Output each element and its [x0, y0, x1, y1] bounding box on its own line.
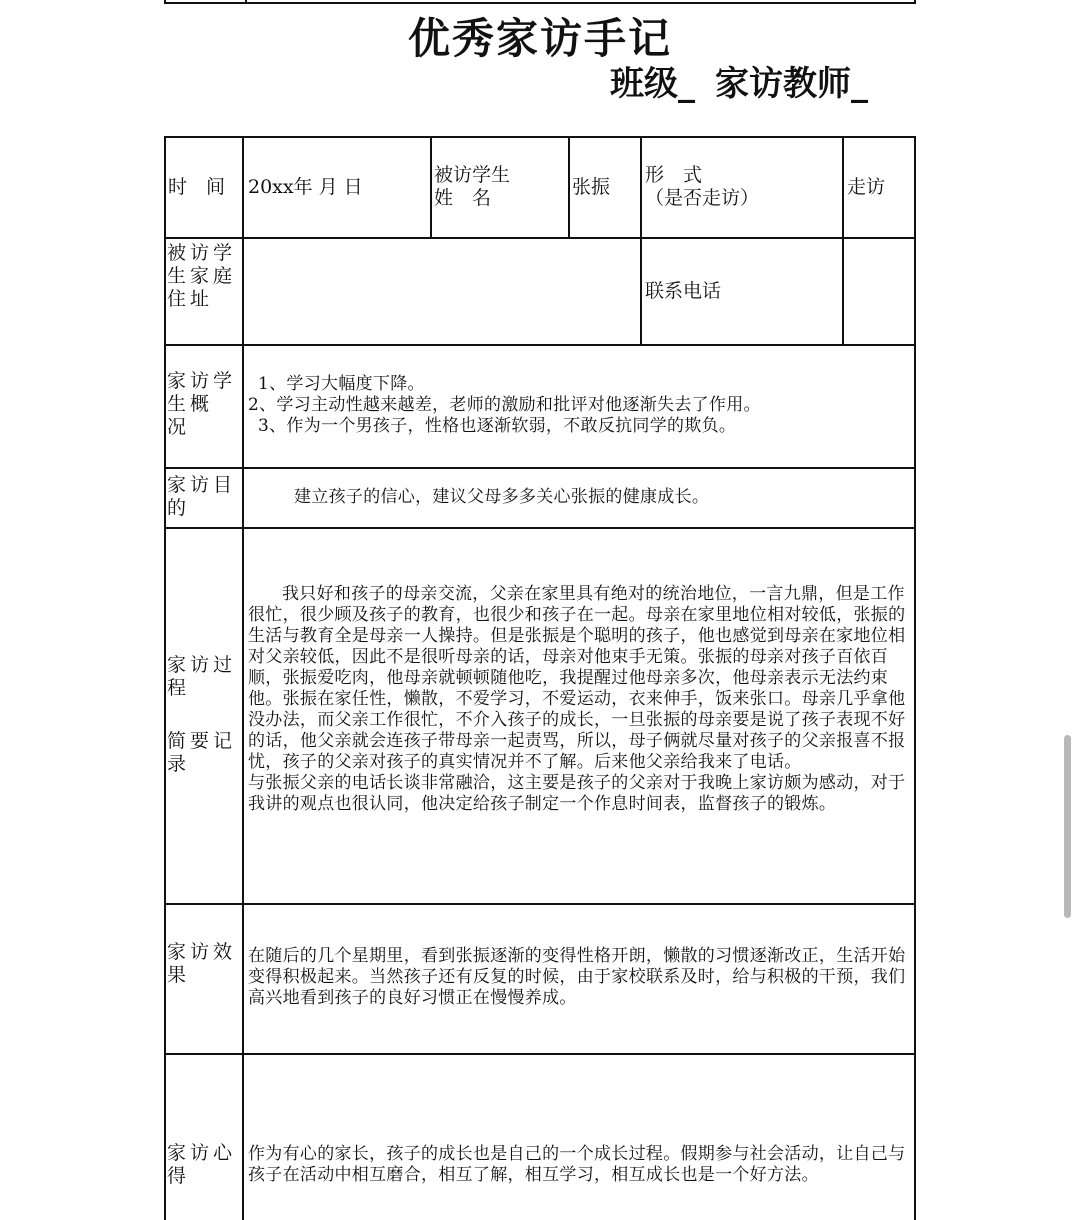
- divider-row1-b: [568, 136, 570, 238]
- student-name-label: 被访学生 姓 名: [434, 164, 511, 209]
- list-item: 1、学习大幅度下降。: [258, 374, 425, 394]
- row-divider: [164, 1053, 916, 1055]
- divider-row1-2-d: [842, 136, 844, 345]
- overview-label: 家访学生概 况: [167, 370, 237, 438]
- table-border-top: [164, 136, 916, 138]
- row-divider: [164, 527, 916, 529]
- page-title: 优秀家访手记: [407, 14, 672, 63]
- divider-row1-a: [430, 136, 432, 238]
- class-label: 班级_: [610, 64, 695, 104]
- subtitle: [610, 56, 888, 105]
- visit-form-value: 走访: [847, 176, 886, 198]
- list-item: 3、作为一个男孩子，性格也逐渐软弱，不敢反抗同学的欺负。: [258, 416, 737, 436]
- reflection-label: 家访心得: [167, 1142, 237, 1187]
- phone-label: 联系电话: [645, 280, 722, 302]
- effect-text: 在随后的几个星期里，看到张振逐渐的变得性格开朗，懒散的习惯逐渐改正，生活开始变得积极起来。当然孩子还有反复的时候，由于家校联系及时，给与积极的干预，我们高兴地看到孩子的良好习惯正在慢慢养成。: [248, 946, 906, 1008]
- row-divider: [164, 467, 916, 469]
- reflection-text: 作为有心的家长，孩子的成长也是自己的一个成长过程。假期参与社会活动，让自己与孩子在活动中相互磨合，相互了解，相互学习，相互成长也是一个好方法。: [248, 1144, 906, 1185]
- process-text: [248, 584, 912, 815]
- time-value: 20xx年 月 日: [248, 176, 363, 198]
- process-label-1: 家访过程: [167, 654, 237, 699]
- process-paragraph: 与张振父亲的电话长谈非常融洽，这主要是孩子的父亲对于我晚上家访颇为感动，对于我讲的观点也很认同，他决定给孩子制定一个作息时间表，监督孩子的锻炼。: [248, 773, 906, 814]
- home-visit-table: [164, 136, 916, 1220]
- student-name-value: 张振: [572, 176, 611, 198]
- divider-row1-2-c: [640, 136, 642, 345]
- label-column-divider: [242, 136, 244, 1220]
- previous-table-edge: [164, 0, 916, 4]
- purpose-text: 建立孩子的信心，建议父母多多关心张振的健康成长。: [294, 487, 710, 507]
- row-divider: [164, 237, 916, 239]
- time-label: 时 间: [168, 176, 226, 198]
- visit-form-label: 形 式 （是否走访）: [645, 164, 760, 209]
- purpose-label: 家访目的: [167, 474, 237, 519]
- table-border-left: [164, 136, 166, 1220]
- scrollbar-thumb[interactable]: [1064, 735, 1071, 918]
- teacher-label: 家访教师_: [715, 64, 868, 104]
- table-border-right: [914, 136, 916, 1220]
- process-label-2: 简要记录: [167, 730, 237, 775]
- row-divider: [164, 903, 916, 905]
- address-label: 被访学生家庭住址: [167, 242, 237, 310]
- row-divider: [164, 344, 916, 346]
- list-item: 2、学习主动性越来越差，老师的激励和批评对他逐渐失去了作用。: [248, 395, 761, 415]
- overview-list: [248, 374, 910, 437]
- effect-label: 家访效果: [167, 941, 237, 986]
- process-paragraph: 我只好和孩子的母亲交流，父亲在家里具有绝对的统治地位，一言九鼎，但是工作很忙，很少顾及孩子的教育，也很少和孩子在一起。母亲在家里地位相对较低，张振的生活与教育全是母亲一人操持。但是张振是个聪明的孩子，他也感觉到母亲在家地位相对父亲较低，因此不是很听母亲的话，母亲对他束手无策。张振的母亲对孩子百依百顺，张振爱吃肉，他母亲就顿顿随他吃，我提醒过他母亲多次，他母亲表示无法约束他。张振在家任性，懒散，不爱学习，不爱运动，衣来伸手，饭来张口。母亲几乎拿他没办法，而父亲工作很忙，不介入孩子的成长，一旦张振的母亲要是说了孩子表现不好的话，他父亲就会连孩子带母亲一起责骂，所以，母子俩就尽量对孩子的父亲报喜不报忧，孩子的父亲对孩子的真实情况并不了解。后来他父亲给我来了电话。: [248, 584, 906, 772]
